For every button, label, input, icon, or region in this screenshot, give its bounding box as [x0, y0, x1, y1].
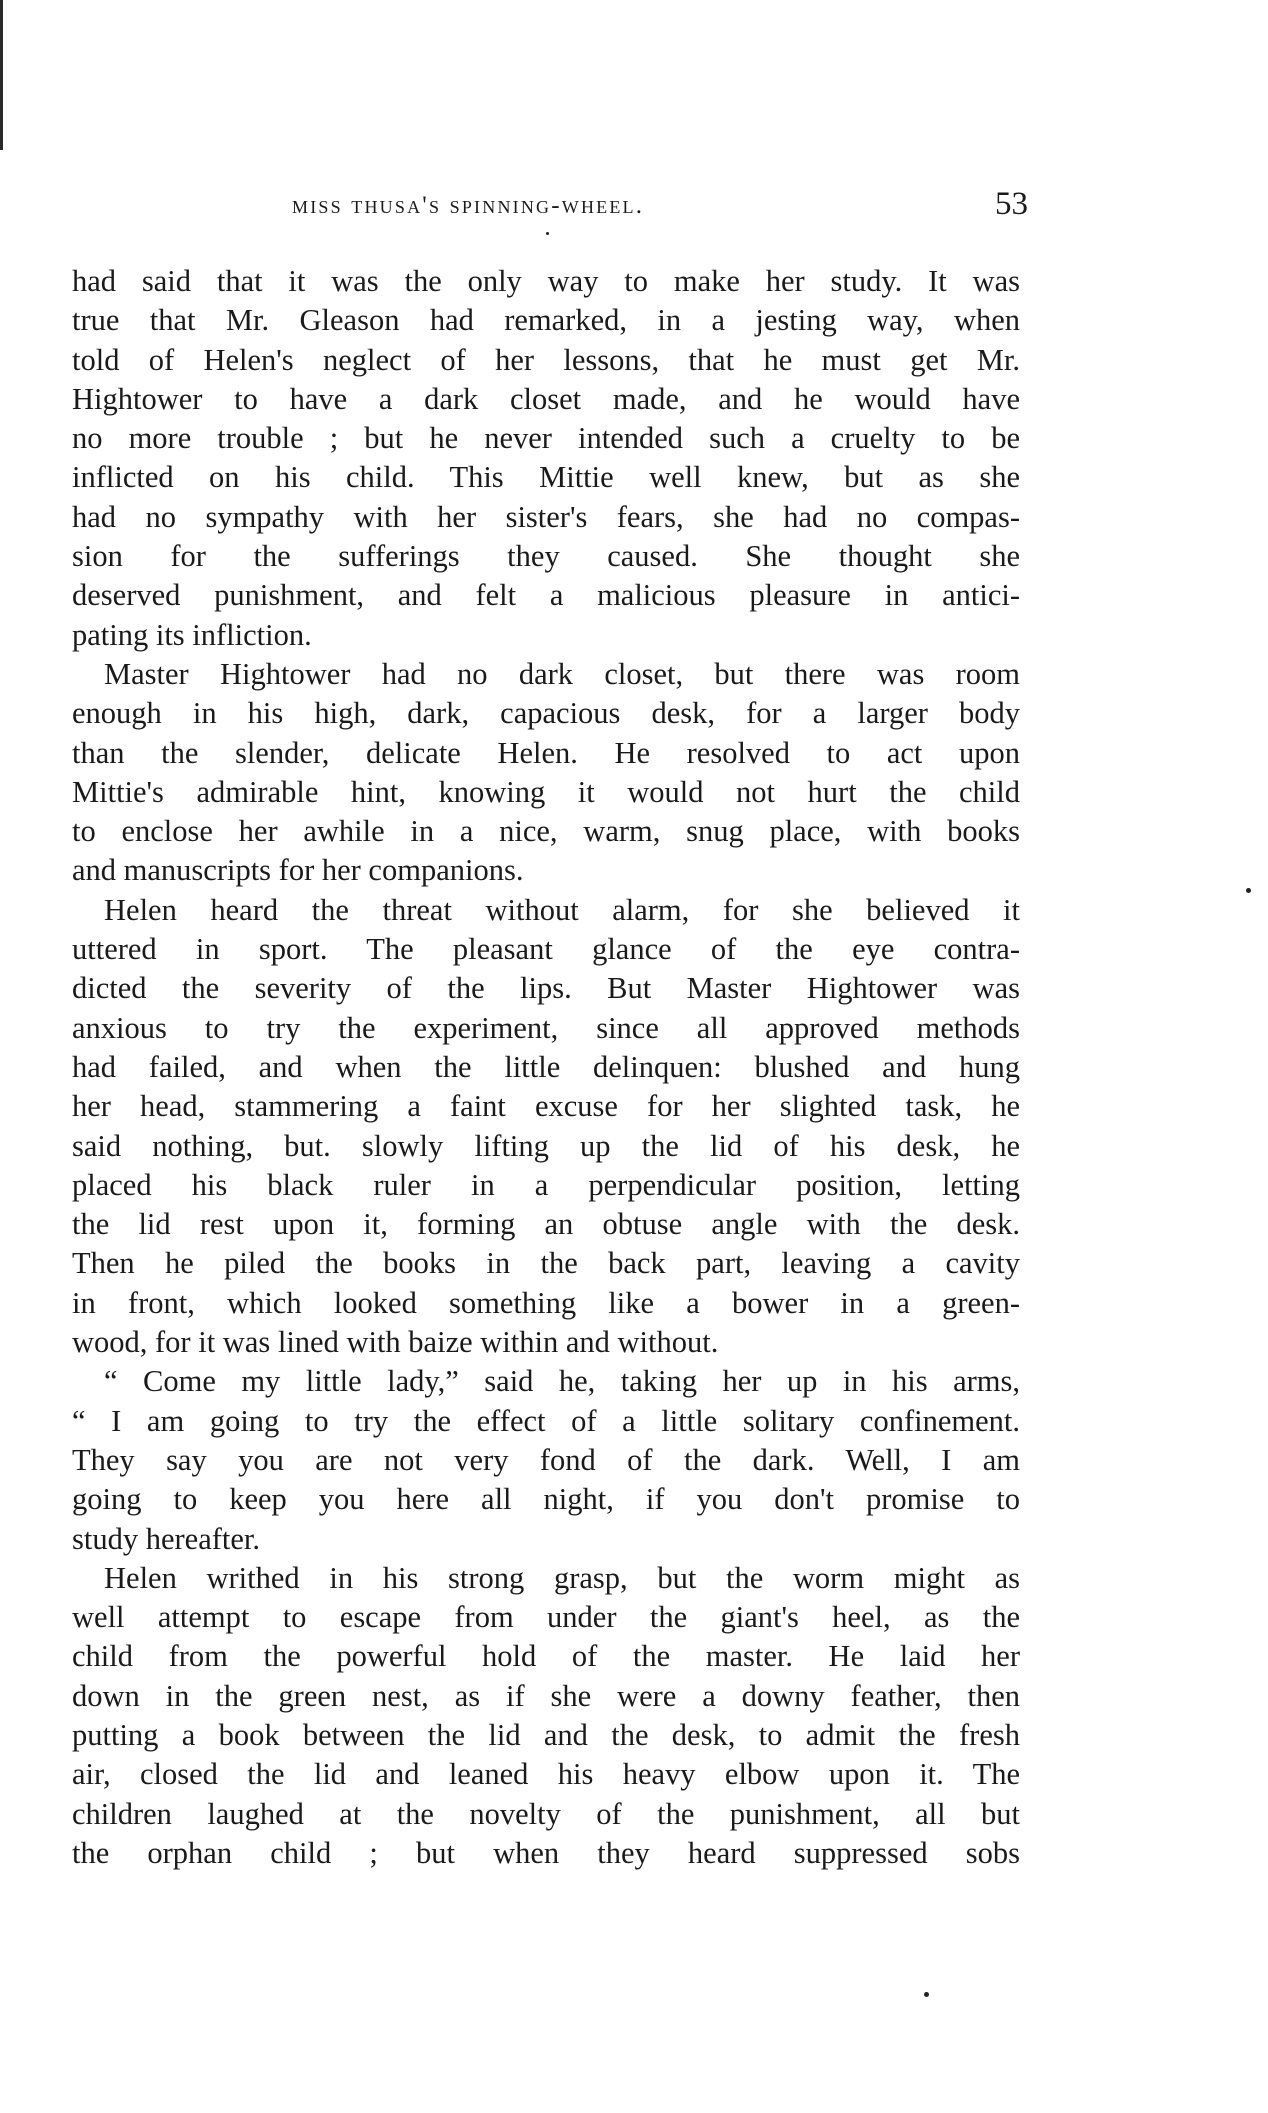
text-line: placed his black ruler in a perpendicular position, letting [72, 1167, 1020, 1202]
body-text [72, 262, 1020, 1873]
text-line: dicted the severity of the lips. But Master Hightower was [72, 971, 1020, 1006]
page-number: 53 [995, 186, 1028, 222]
text-line: deserved punishment, and felt a malicious pleasure in antici- [72, 578, 1020, 613]
text-line: said nothing, but. slowly lifting up the lid of his desk, he [72, 1128, 1020, 1163]
text-line: enough in his high, dark, capacious desk, for a larger body [72, 696, 1020, 731]
text-line: her head, stammering a faint excuse for her slighted task, he [72, 1089, 1020, 1124]
text-line: pating its infliction. [72, 617, 312, 652]
text-line: told of Helen's neglect of her lessons, that he must get Mr. [72, 342, 1020, 377]
text-line: and manuscripts for her companions. [72, 853, 524, 888]
text-line: study hereafter. [72, 1521, 261, 1556]
text-line: Hightower to have a dark closet made, and he would have [72, 381, 1020, 416]
text-line: had failed, and when the little delinquen: blushed and hung [72, 1049, 1020, 1084]
text-line: had no sympathy with her sister's fears, she had no compas- [72, 499, 1020, 534]
text-line: had said that it was the only way to make her study. It was [72, 264, 1020, 298]
text-line: Mittie's admirable hint, knowing it would not hurt the child [72, 774, 1020, 809]
text-line: well attempt to escape from under the giant's heel, as the [72, 1600, 1020, 1635]
text-line: the orphan child ; but when they heard suppressed sobs [72, 1835, 1020, 1870]
text-line: the lid rest upon it, forming an obtuse angle with the desk. [72, 1207, 1020, 1242]
text-line: than the slender, delicate Helen. He resolved to act upon [72, 735, 1020, 770]
page-header [292, 186, 1028, 230]
text-line: uttered in sport. The pleasant glance of the eye contra- [72, 932, 1020, 967]
text-line: Master Hightower had no dark closet, but there was room [104, 656, 1020, 691]
text-line: Helen writhed in his strong grasp, but the worm might as [104, 1560, 1020, 1595]
text-line: inflicted on his child. This Mittie well knew, but as she [72, 460, 1020, 495]
text-line: air, closed the lid and leaned his heavy elbow upon it. The [72, 1757, 1020, 1792]
ink-speck [1246, 888, 1251, 893]
text-line: “ I am going to try the effect of a little solitary confinement. [72, 1403, 1020, 1438]
text-line: down in the green nest, as if she were a downy feather, then [72, 1678, 1020, 1713]
text-line: true that Mr. Gleason had remarked, in a jesting way, when [72, 303, 1020, 338]
text-line: wood, for it was lined with baize within and without. [72, 1325, 719, 1360]
running-head: miss thusa's spinning-wheel. [292, 192, 645, 219]
text-line: Then he piled the books in the back part, leaving a cavity [72, 1246, 1020, 1281]
page-edge-mark [0, 0, 3, 150]
text-line: “ Come my little lady,” said he, taking her up in his arms, [104, 1364, 1020, 1399]
text-line: Helen heard the threat without alarm, for she believed it [104, 892, 1020, 927]
text-line: no more trouble ; but he never intended such a cruelty to be [72, 421, 1020, 456]
text-line: to enclose her awhile in a nice, warm, snug place, with books [72, 814, 1020, 849]
text-line: in front, which looked something like a bower in a green- [72, 1285, 1020, 1320]
text-line: going to keep you here all night, if you don't promise to [72, 1482, 1020, 1517]
text-line: They say you are not very fond of the dark. Well, I am [72, 1442, 1020, 1477]
text-line: anxious to try the experiment, since all approved methods [72, 1010, 1020, 1045]
ink-speck [546, 232, 549, 235]
text-line: sion for the sufferings they caused. She thought she [72, 539, 1020, 574]
text-line: child from the powerful hold of the master. He laid her [72, 1639, 1020, 1674]
text-line: putting a book between the lid and the desk, to admit the fresh [72, 1717, 1020, 1752]
ink-speck [924, 1992, 929, 1997]
text-line: children laughed at the novelty of the punishment, all but [72, 1796, 1020, 1831]
